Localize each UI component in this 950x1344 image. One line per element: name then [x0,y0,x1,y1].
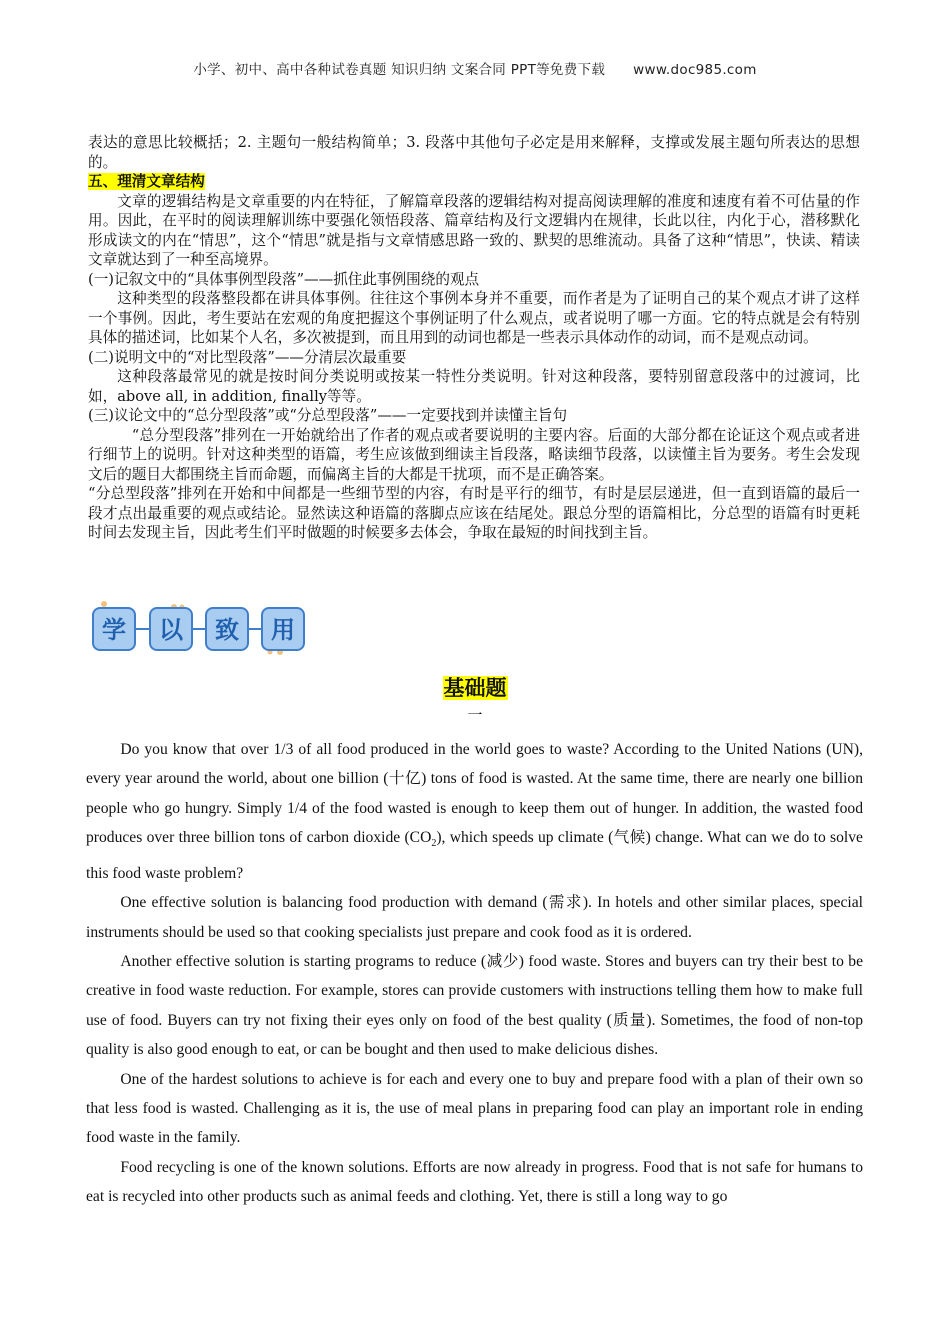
sub2-text: 这种段落最常见的就是按时间分类说明或按某一特性分类说明。针对这种段落，要特别留意段落中的过渡词，比如，above all, in addition, finally等等。 [88,368,860,405]
sub1-text: 这种类型的段落整段都在讲具体事例。往往这个事例本身并不重要，而作者是为了证明自己的某个观点才讲了这样一个事例。因此，考生要站在宏观的角度把握这个事例证明了什么观点，或者说明了哪一方面。它的特点就是会有特别具体的描述词，比如某个人名，多次被提到，而且用到的动词也都是一些表示具体动作的动词，而不是观点动词。 [88,290,860,346]
passage-paragraph-2: One effective solution is balancing food production with demand (需求). In hotels and other similar places, special instruments should be used so that cooking specialists just prepare and cook food as it is ordered. [86,894,863,941]
section-heading: 五、理清文章结构 [88,173,205,190]
basic-title-wrap [0,672,950,702]
sub3-title: (三)议论文中的“总分型段落”或“分总型段落”——一定要找到并读懂主旨句 [88,407,568,424]
sub3-text-2: “分总型段落”排列在开始和中间都是一些细节型的内容，有时是平行的细节，有时是层层递进，但一直到语篇的最后一段才点出最重要的观点或结论。显然读这种语篇的落脚点应该在结尾处。跟总分型的语篇相比，分总型的语篇有时更耗时间去发现主旨，因此考生们平时做题的时候要多去体会，争取在最短的时间找到主旨。 [88,485,860,541]
basic-title: 基础题 [443,676,507,700]
sub2-title: (二)说明文中的“对比型段落”——分清层次最重要 [88,348,407,366]
intro-tail: 表达的意思比较概括；2. 主题句一般结构简单；3. 段落中其他句子必定是用来解释，支撑或发展主题句所表达的思想的。 [88,134,860,171]
english-passage [86,735,863,1212]
p1-subscript: 2 [431,838,437,850]
page-header [0,58,950,78]
sub1-title: (一)记叙文中的“具体事例型段落”——抓住此事例围绕的观点 [88,270,480,288]
sub3-text-1: “总分型段落”排列在一开始就给出了作者的观点或者要说明的主要内容。后面的大部分都在论证这个观点或者进行细节上的说明。针对这种类型的语篇，考生应该做到细读主旨段落，略读细节段落，以读懂主旨为要务。考生会发现文后的题目大都围绕主旨而命题，而偏离主旨的大都是干扰项，而不是正确答案。 [88,426,860,483]
p1-part-a: Do you know that over 1/3 of all food produced in the world goes to waste? According to the United Nations (UN), every year around the world, about one billion (十亿) tons of food is wasted. At the same time, there are nearly one billion people who go hungry. Simply 1/4 of the food wasted is enough to keep them out of hunger. In addition, the wasted food produces over three billion tons of carbon dioxide (CO [86,741,863,847]
banner-char-2: 以 [159,616,183,644]
section-paragraph: 文章的逻辑结构是文章重要的内在特征，了解篇章段落的逻辑结构对提高阅读理解的准度和速度有着不可估量的作用。因此，在平时的阅读理解训练中要强化领悟段落、篇章结构及行文逻辑内在规律，长此以往，内化于心，潜移默化形成读文的内在“情思”，这个“情思”就是指与文章情感思路一致的、默契的思维流动。具备了这种“情思”，快读、精读文章就达到了一种至高境界。 [88,192,860,268]
passage-paragraph-3: Another effective solution is starting programs to reduce (减少) food waste. Stores and buyers can try their best to be creative in food waste reduction. For example, stores can provide customers with instructions telling them how to make full use of food. Buyers can try not fixing their eyes only on food of the best quality (质量). Sometimes, the food of non-top quality is also good enough to eat, or can be bought and then used to make delicious dishes. [86,952,863,1059]
header-site: www.doc985.com [633,62,757,78]
passage-number: 一 [467,706,483,724]
p1-part-b: ), which speeds up climate (气候) change. What can we do to solve this food waste problem? [86,829,863,882]
banner-char-4: 用 [271,616,295,644]
passage-paragraph-5: Food recycling is one of the known solutions. Efforts are now already in progress. Food that is not safe for humans to eat is recycled into other products such as animal feeds and clothing. Yet, there is still a long way to go [86,1158,863,1206]
passage-paragraph-4: One of the hardest solutions to achieve is for each and every one to buy and prepare food with a plan of their own so that less food is wasted. Challenging as it is, the use of meal plans in preparing food can play an important role in ending food waste in the family. [86,1070,863,1147]
banner-apply [90,600,320,658]
chinese-section [88,133,860,543]
passage-paragraph-1 [86,735,863,888]
banner-char-3: 致 [215,616,239,644]
banner-char-1: 学 [102,616,126,644]
header-text: 小学、初中、高中各种试卷真题 知识归纳 文案合同 PPT等免费下载 [193,62,606,78]
